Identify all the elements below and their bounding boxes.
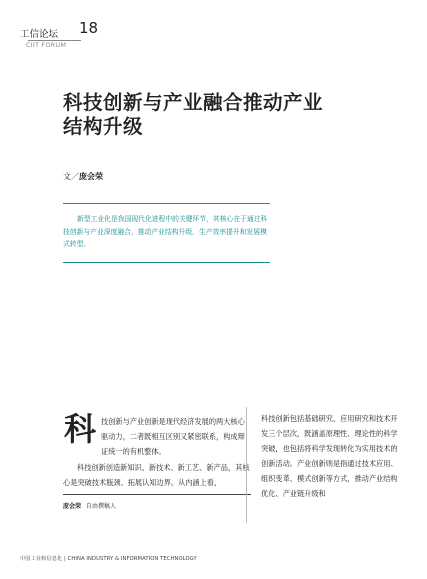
abstract-rule-bottom [63,262,270,263]
author-box-affiliation: 自由撰稿人 [86,503,117,510]
drop-cap: 科 [64,410,97,448]
author-box [63,501,116,510]
abstract-rule-top [63,203,270,204]
byline-prefix: 文／ [63,172,79,181]
column-name: 工信论坛 [20,29,59,40]
page-number: 18 [79,19,99,37]
article-title [63,91,393,139]
column-divider [246,407,247,523]
byline-author: 庞会荣 [79,172,103,181]
paragraph-2: 科技创新创造新知识、新技术、新工艺、新产品，其核心是突破技术瓶颈、拓展认知边界。从内涵上看， [63,463,250,487]
author-box-rule [63,494,251,495]
right-column-text: 科技创新包括基础研究、应用研究和技术开发三个层次，既涵盖原理性、理论性的科学突破，也包括将科学发现转化为实用技术的创新活动。产业创新则是指通过技术应用、组织变革、模式创新等方式，推动产业结构优化、产业链升级和 [261,414,398,498]
author-box-name: 庞会荣 [63,503,82,510]
byline [63,171,103,182]
column-name-en: CIIT FORUM [26,41,67,49]
footer: 中国工业和信息化 | CHINA INDUSTRY & INFORMATION TECHNOLOGY [20,556,197,562]
abstract: 新型工业化是我国现代化进程中的关键环节，其核心在于通过科技创新与产业深度融合，推动产业结构升级、生产效率提升和发展模式转型。 [63,215,268,248]
paragraph-1: 技创新与产业创新是现代经济发展的两大核心驱动力，二者既相互区别又紧密联系，构成辩证统一的有机整体。 [101,417,245,456]
title-line-1: 科技创新与产业融合推动产业 [63,91,324,114]
title-line-2: 结构升级 [63,115,144,138]
